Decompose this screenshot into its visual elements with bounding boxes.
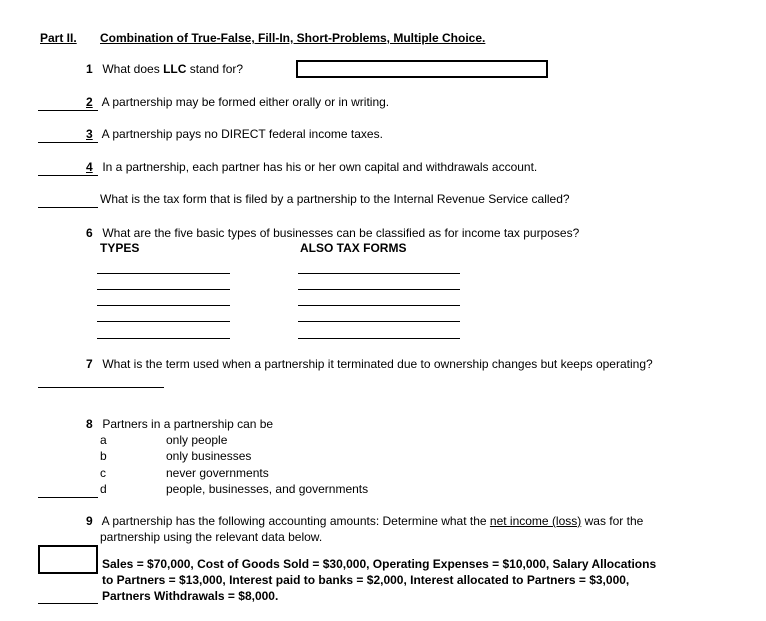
types-blank-3[interactable] (97, 305, 230, 306)
question-text: What does (102, 62, 160, 76)
answer-blank-7[interactable] (38, 387, 164, 388)
types-blank-1[interactable] (97, 273, 230, 274)
question-text: A partnership has the following accounting amounts: Determine what the (101, 514, 487, 528)
answer-box-9[interactable] (38, 545, 98, 574)
data-line-1: Sales = $70,000, Cost of Goods Sold = $30,000, Operating Expenses = $10,000, Salary Allocations (102, 557, 657, 571)
question-3 (86, 127, 383, 141)
question-underlined-term: net income (loss) (489, 514, 582, 528)
question-text: In a partnership, each partner has his or her own capital and withdrawals account. (102, 160, 538, 174)
answer-blank-8[interactable] (38, 497, 98, 498)
question-text: was for the (584, 514, 644, 528)
tax-form-blank-2[interactable] (298, 289, 460, 290)
question-9 (86, 514, 643, 528)
question-9-line-2: partnership using the relevant data below. (100, 530, 323, 544)
question-4 (86, 160, 537, 174)
question-text: A partnership pays no DIRECT federal income taxes. (101, 127, 383, 141)
option-text-d: people, businesses, and governments (166, 482, 369, 496)
types-blank-4[interactable] (97, 321, 230, 322)
part-label: Part II. (40, 31, 77, 45)
answer-blank-4[interactable] (38, 175, 98, 176)
option-letter-b: b (100, 449, 107, 463)
types-blank-5[interactable] (97, 338, 230, 339)
question-8 (86, 417, 273, 431)
question-number: 4 (86, 160, 93, 174)
column-heading-tax-forms: ALSO TAX FORMS (300, 241, 407, 255)
question-1 (86, 62, 243, 76)
option-letter-d: d (100, 482, 107, 496)
question-number: 8 (86, 417, 93, 431)
column-heading-types: TYPES (100, 241, 140, 255)
answer-blank-9[interactable] (38, 603, 98, 604)
option-text-b: only businesses (166, 449, 252, 463)
question-text: Partners in a partnership can be (102, 417, 274, 431)
question-bold-term: LLC (163, 62, 187, 76)
question-5: What is the tax form that is filed by a partnership to the Internal Revenue Service called? (100, 192, 570, 206)
tax-form-blank-3[interactable] (298, 305, 460, 306)
section-title: Combination of True-False, Fill-In, Short-Problems, Multiple Choice. (100, 31, 486, 45)
option-letter-a: a (100, 433, 107, 447)
answer-blank-3[interactable] (38, 142, 98, 143)
data-line-3: Partners Withdrawals = $8,000. (102, 589, 279, 603)
question-number: 6 (86, 226, 93, 240)
question-number: 9 (86, 514, 93, 528)
tax-form-blank-4[interactable] (298, 321, 460, 322)
data-line-2: to Partners = $13,000, Interest paid to banks = $2,000, Interest allocated to Partners = $3,000, (102, 573, 630, 587)
option-text-c: never governments (166, 466, 269, 480)
question-text: What is the term used when a partnership it terminated due to ownership changes but keeps operating? (102, 357, 653, 371)
types-blank-2[interactable] (97, 289, 230, 290)
tax-form-blank-5[interactable] (298, 338, 460, 339)
answer-blank-2[interactable] (38, 110, 98, 111)
question-2 (86, 95, 389, 109)
answer-blank-5[interactable] (38, 207, 98, 208)
option-letter-c: c (100, 466, 106, 480)
question-number: 2 (86, 95, 93, 109)
tax-form-blank-1[interactable] (298, 273, 460, 274)
question-7 (86, 357, 653, 371)
question-text: What are the five basic types of businesses can be classified as for income tax purposes? (102, 226, 580, 240)
question-6 (86, 226, 579, 240)
question-number: 1 (86, 62, 93, 76)
option-text-a: only people (166, 433, 228, 447)
question-text: A partnership may be formed either orally or in writing. (101, 95, 390, 109)
question-text: stand for? (189, 62, 244, 76)
question-number: 7 (86, 357, 93, 371)
answer-box-1[interactable] (296, 60, 548, 78)
question-number: 3 (86, 127, 93, 141)
